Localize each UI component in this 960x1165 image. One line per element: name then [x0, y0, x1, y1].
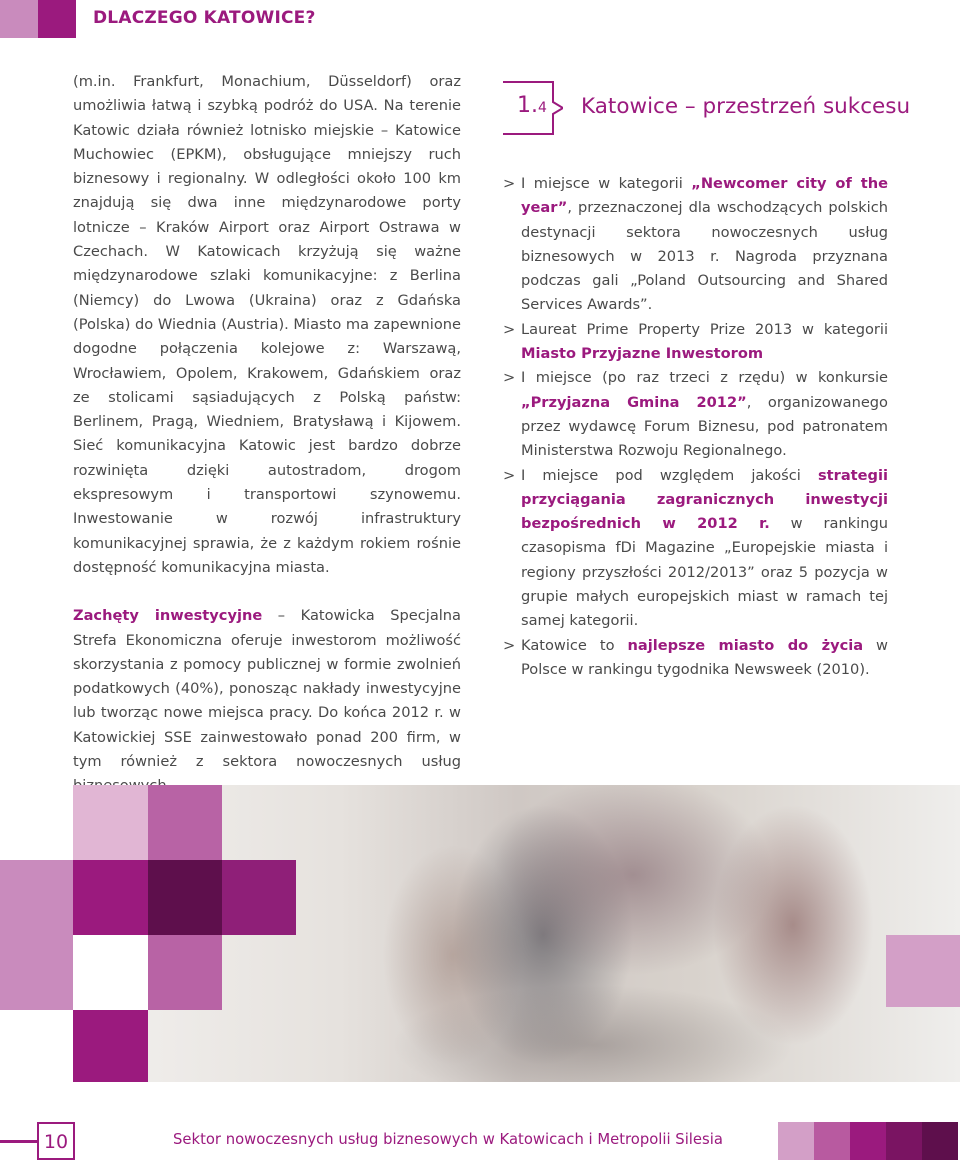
- chevron-right-icon: >: [503, 369, 516, 387]
- section-title: Katowice – przestrzeń sukcesu: [581, 94, 911, 119]
- chevron-right-icon: >: [503, 636, 516, 654]
- footer-square: [814, 1122, 850, 1160]
- footer-accent-bar: [0, 1140, 37, 1143]
- footer-square: [886, 1122, 922, 1160]
- incentives-text: – Katowicka Specjalna Strefa Ekonomiczna oferuje inwestorom możliwość skorzystania z pomocy publicznej w formie zwolnień podatkowych (40%), ponosząc nakłady inwestycyjne lub tworząc nowe miejsca pracy. Do końca 2012 r. w Katowickiej SSE zainwestowało ponad 200 firm, w tym również z sektora nowoczesnych usług: [73, 607, 462, 771]
- footer-square: [850, 1122, 886, 1160]
- page-number: 10: [37, 1122, 75, 1160]
- list-item: > I miejsce w kategorii „Newcomer city of the year”, przeznaczonej dla wschodzących polskich destynacji sektora nowoczesnych usług biznesowych w 2013 r. Nagroda przyznana podczas gali „Poland Outsourcing and Shared Services Awards”.: [503, 172, 888, 318]
- header-square-dark: [38, 0, 76, 38]
- paragraph-incentives: [73, 604, 461, 798]
- footer-squares: [778, 1122, 958, 1160]
- section-number: 1.4: [517, 93, 547, 118]
- list-item: > I miejsce (po raz trzeci z rzędu) w konkursie „Przyjazna Gmina 2012”, organizowanego przez wydawcę Forum Biznesu, pod patronatem Ministerstwa Rozwoju Regionalnego.: [503, 366, 888, 463]
- header-squares: [0, 0, 76, 38]
- footer-square: [778, 1122, 814, 1160]
- list-item: > Katowice to najlepsze miasto do życia w Polsce w rankingu tygodnika Newsweek (2010).: [503, 634, 888, 683]
- chevron-right-icon: >: [503, 320, 516, 338]
- left-column: [73, 70, 461, 799]
- chevron-right-icon: >: [503, 175, 516, 192]
- list-item: > I miejsce pod względem jakości strategii przyciągania zagranicznych inwestycji bezpośrednich w 2012 r. w rankingu czasopisma fDi Magazine „Europejskie miasta i regiony przyszłości 2012/2013” oraz 5 pozycja w grupie małych europejskich miast w ramach tej samej kategorii.: [503, 464, 888, 634]
- paragraph-transport: (m.in. Frankfurt, Monachium, Düsseldorf) oraz umożliwia łatwą i szybką podróż do USA. Na terenie Katowic działa również lotnisko miejskie – Katowice Muchowiec (EPKM), obsługujące mniejszy ruch biznesowy i regionalny. W odległości około 100 km znajdują się dwa inne międzynarodowe porty lotnicze – Kraków Airport oraz Airport Ostrawa w Czechach. W Katowicach krzyżują się ważne międzynarodowe szlaki komunikacyjne: z Berlina (Niemcy) do Lwowa (Ukraina) oraz z Gdańska (Polska) do Wiednia (Austria). Miasto ma zapewnione dogodne połączenia kolejowe z: Warszawą, Wrocławiem, Opolem, Krakowem, Gdańskiem oraz ze stolicami sąsiadujących z Polską państw: Berlinem, Pragą, Wiedniem, Bratysławą i Kijowem. Sieć komunikacyjna Katowic jest bardzo dobrze rozwinięta dzięki autostradom, drogom ekspresowym i transportowi szynowemu. Inwestowanie w rozwój infrastruktury komunikacyjnej sprawia, że z każdym rokiem rośnie dostępność komunikacyjna miasta.: [73, 73, 461, 576]
- achievements-list: [503, 172, 888, 682]
- footer-text: Sektor nowoczesnych usług biznesowych w Katowicach i Metropolii Silesia: [173, 1131, 723, 1148]
- list-item: > Laureat Prime Property Prize 2013 w kategorii Miasto Przyjazne Inwestorom: [503, 318, 888, 367]
- incentives-lead: Zachęty inwestycyjne: [73, 607, 263, 625]
- section-heading: [503, 80, 923, 136]
- header-title: DLACZEGO KATOWICE?: [93, 8, 316, 28]
- header-square-light: [0, 0, 38, 38]
- footer-square: [922, 1122, 958, 1160]
- chevron-right-icon: >: [503, 466, 516, 484]
